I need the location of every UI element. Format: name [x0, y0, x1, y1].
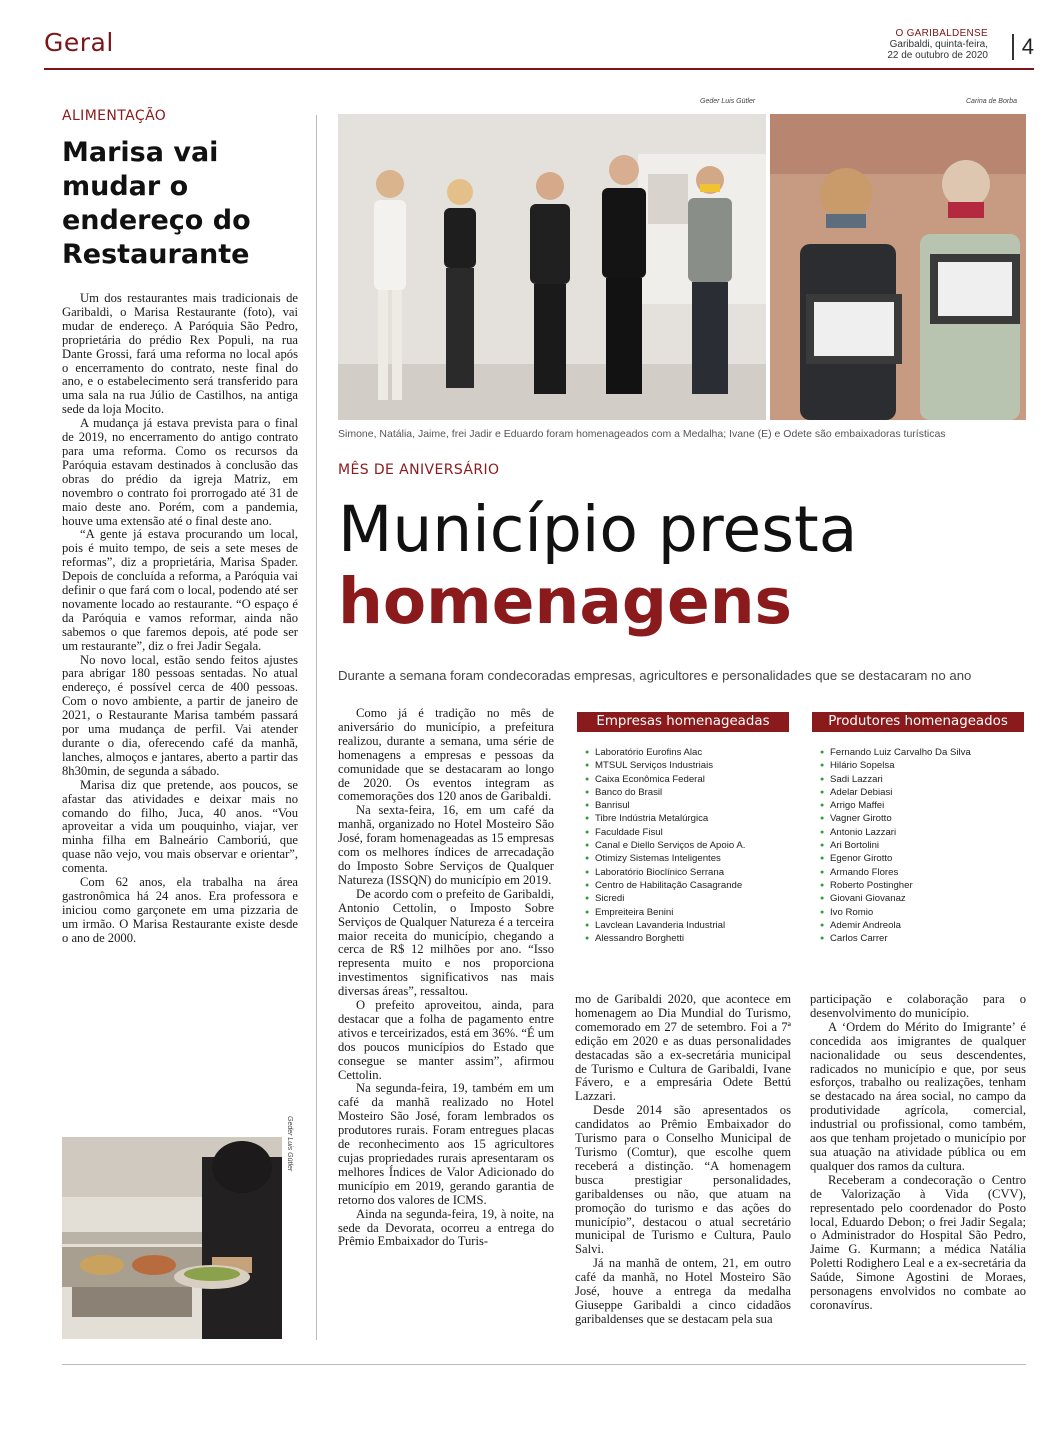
list-item: ● Canal e Diello Serviços de Apoio A. [595, 839, 789, 852]
ambassadors-illustration [770, 114, 1026, 420]
list-item: ● Tibre Indústria Metalúrgica [595, 812, 789, 825]
paragraph: Desde 2014 são apresentados os candidatos ao Prêmio Embaixador do Turismo para o Conselho Municipal de Turismo (Comtur), que escolhe quem receberá a distinção. “A homenagem busca prestigiar personalidades, garibaldenses ou não, que atuam na promoção do turismo e das ações do município”, destacou o atual secretário municipal de Turismo e Cultura, Paulo Salvi. [575, 1103, 791, 1257]
list-item: ● Ari Bortolini [830, 839, 1024, 852]
side-story [62, 108, 298, 946]
paragraph: Marisa diz que pretende, aos poucos, se afastar das atividades e deixar mais no comando do filho, Juca, 40 anos. “Vou aproveitar a vida um pouquinho, viajar, ver minha filha em Balneário Camboriú, que quase não vejo, vou mais observar e orientar”, comenta. [62, 777, 298, 876]
page-header [44, 28, 1034, 74]
side-photo-credit: Geder Luis Gütler [286, 1116, 293, 1172]
produtores-box [812, 712, 1024, 945]
section-name: Geral [44, 28, 114, 57]
paragraph: No novo local, estão sendo feitos ajustes para abrigar 180 pessoas sentadas. No atual endereço, é possível cerca de 400 pessoas. Com o novo ambiente, a partir de janeiro de 2021, o Restaurante Marisa também passará por uma mudança de perfil. Vai atender durante o dia, oferecendo café da manhã, lanches, almoços e jantares, aberto a partir das 8h30min, de segunda a sábado. [62, 652, 298, 778]
paragraph: Na sexta-feira, 16, em um café da manhã, organizado no Hotel Mosteiro São José, foram homenageadas as 15 empresas com os melhores índices de arrecadação do Imposto Sobre Serviços de Qualquer Natureza (ISSQN) do município em 2019. [338, 803, 554, 887]
paragraph: mo de Garibaldi 2020, que acontece em homenagem ao Dia Mundial do Turismo, comemorado em 27 de setembro. Foi a 7ª edição em 2020 e as duas personalidades destacadas são a ex-secretária municipal de Turismo e Cultura de Garibaldi, Ivane Fávero, e a empresária Odete Bettú Lazzari. [575, 992, 791, 1104]
paragraph: Receberam a condecoração o Centro de Valorização à Vida (CVV), representado pelo coordenador do Posto local, Eduardo Debon; o frei Jadir Segala; o Administrador do Hospital São Pedro, Jaime G. Kurmann; a médica Natália Poletti Rodighero Leal e a ex-secretária da Saúde, Simone Agostini de Moraes, personagens envolvidos no combate ao coronavírus. [810, 1172, 1026, 1312]
masthead [887, 28, 988, 61]
main-story-column-2 [575, 993, 791, 1327]
paragraph: Com 62 anos, ela trabalha na área gastronômica há 24 anos. Era professora e iniciou como garçonete em uma pizzaria de um irmão. O Marisa Restaurante existe desde o ano de 2000. [62, 875, 298, 945]
list-item: ● Armando Flores [830, 866, 1024, 879]
list-item: ● Alessandro Borghetti [595, 932, 789, 945]
paragraph: A ‘Ordem do Mérito do Imigrante’ é concedida aos imigrantes de qualquer nacionalidade ou seus descendentes, radicados no município e que, por seus esforços, trabalho ou realizações, tenham se destacado na área social, no campo da produtividade agrícola, comercial, industrial ou profissional, como também, aos que tenham projetado o município por sua atuação na atividade pública ou em qualquer dos ramos da cultura. [810, 1019, 1026, 1173]
list-item: ● Antonio Lazzari [830, 826, 1024, 839]
list-item: ● Laboratório Eurofins Alac [595, 746, 789, 759]
restaurant-photo-illustration [62, 1137, 282, 1339]
side-story-title: Marisa vai mudar o endereço do Restaurante [62, 137, 251, 270]
honorees-group-photo [338, 114, 766, 420]
list-item: ● Empreiteira Benini [595, 906, 789, 919]
page-bottom-rule [62, 1364, 1026, 1365]
main-photo-credit-1: Geder Luis Gütler [700, 98, 756, 105]
list-item: ● Centro de Habilitação Casagrande [595, 879, 789, 892]
paragraph: De acordo com o prefeito de Garibaldi, Antonio Cettolin, o Imposto Sobre Serviços de Qualquer Natureza é a terceira maior receita do município, chegando a cerca de R$ 12 milhões por ano. “Isso representa muito e nos proporciona investimentos significativos nas mais diversas áreas”, ressaltou. [338, 886, 554, 999]
produtores-list [812, 746, 1024, 945]
edition-date-line2: 22 de outubro de 2020 [887, 50, 988, 61]
paragraph: A mudança já estava prevista para o final de 2019, no encerramento do antigo contrato para uma reforma. Como os recursos da Paróquia estavam destinados à conclusão das obras do prédio da igreja Matriz, em novembro o contrato foi prorrogado até 31 de maio deste ano. Porém, com a pandemia, houve uma extensão até o final deste ano. [62, 416, 298, 528]
list-item: ● Lavclean Lavanderia Industrial [595, 919, 789, 932]
list-item: ● Roberto Postingher [830, 879, 1024, 892]
list-item: ● Sadi Lazzari [830, 773, 1024, 786]
paragraph: Ainda na segunda-feira, 19, à noite, na sede da Devorata, ocorreu a entrega do Prêmio Embaixador do Turis- [338, 1206, 554, 1249]
headline-line-2: homenagens [338, 565, 793, 638]
main-story-column-1 [338, 707, 554, 1249]
list-item: ● Caixa Econômica Federal [595, 773, 789, 786]
paragraph: Na segunda-feira, 19, também em um café da manhã realizado no Hotel Mosteiro São José, foram lembrados os produtores rurais. Foram entregues placas de reconhecimento aos 15 agricultores cujas propriedades rurais apresentaram os melhores Índices de Valor Adicionado do município em 2019, gerando garantia de retorno dos valores de ICMS. [338, 1081, 554, 1207]
restaurant-photo [62, 1137, 282, 1339]
honorees-group-illustration [338, 114, 766, 420]
list-item: ● Laboratório Bioclínico Serrana [595, 866, 789, 879]
list-item: ● Adelar Debiasi [830, 786, 1024, 799]
list-item: ● Sicredi [595, 892, 789, 905]
list-item: ● Carlos Carrer [830, 932, 1024, 945]
list-item: ● Vagner Girotto [830, 812, 1024, 825]
list-item: ● Otimizy Sistemas Inteligentes [595, 852, 789, 865]
paragraph: Como já é tradição no mês de aniversário do município, a prefeitura realizou, durante a semana, uma série de homenagens a empresas e pessoas da comunidade que se destacaram ao longo de 2020. Os eventos integram as comemorações dos 120 anos de Garibaldi. [338, 706, 554, 804]
column-divider [316, 115, 317, 1340]
list-item: ● Fernando Luiz Carvalho Da Silva [830, 746, 1024, 759]
list-item: ● Ivo Romio [830, 906, 1024, 919]
list-item: ● Banrisul [595, 799, 789, 812]
side-story-kicker: ALIMENTAÇÃO [62, 108, 167, 124]
list-item: ● Ademir Andreola [830, 919, 1024, 932]
empresas-box [577, 712, 789, 945]
list-item: ● Banco do Brasil [595, 786, 789, 799]
section-rule [44, 68, 1034, 70]
main-story-subtitle: Durante a semana foram condecoradas empresas, agricultores e personalidades que se destacaram no ano [338, 668, 972, 683]
produtores-box-title: Produtores homenageados [812, 712, 1024, 732]
headline-line-1: Município presta [338, 493, 858, 566]
main-story-kicker: MÊS DE ANIVERSÁRIO [338, 462, 500, 478]
paragraph: participação e colaboração para o desenvolvimento do município. [810, 992, 1026, 1020]
page-number: 4 [1012, 34, 1034, 60]
paragraph: Já na manhã de ontem, 21, em outro café da manhã, no Hotel Mosteiro São José, houve a entrega da medalha Giuseppe Garibaldi a cinco cidadãos garibaldenses que se destacam pela sua [575, 1256, 791, 1326]
list-item: ● Giovani Giovanaz [830, 892, 1024, 905]
side-story-body [62, 292, 298, 946]
newspaper-name: O GARIBALDENSE [895, 28, 988, 39]
main-photo-credit-2: Carina de Borba [966, 98, 1017, 105]
paragraph: “A gente já estava procurando um local, pois é muito tempo, de seis a sete meses de reformas”, diz a proprietária, Marisa Spader. Depois de concluída a reforma, a Paróquia vai definir o que fará com o local, podendo até ser novamente locado ao restaurante. “O espaço é da Paróquia e vamos reformar, ainda não sabemos o que faremos depois, até pode ser um restaurante”, diz o frei Jadir Segala. [62, 527, 298, 653]
main-story-column-3 [810, 993, 1026, 1313]
edition-date-line1: Garibaldi, quinta-feira, [889, 39, 988, 50]
list-item: ● Arrigo Maffei [830, 799, 1024, 812]
photo-caption: Simone, Natália, Jaime, frei Jadir e Eduardo foram homenageados com a Medalha; Ivane (E) e Odete são embaixadoras turísticas [338, 428, 946, 440]
list-item: ● Hilário Sopelsa [830, 759, 1024, 772]
list-item: ● MTSUL Serviços Industriais [595, 759, 789, 772]
paragraph: Um dos restaurantes mais tradicionais de Garibaldi, o Marisa Restaurante (foto), vai mudar de endereço. A Paróquia São Pedro, proprietária do prédio Rex Populi, na rua Dante Grossi, fará uma reforma no local após o encerramento do contrato, neste final do ano, e o estabelecimento será transferido para uma sala na rua Júlio de Castilhos, na antiga sede da loja Mocito. [62, 291, 298, 417]
empresas-list [577, 746, 789, 945]
list-item: ● Egenor Girotto [830, 852, 1024, 865]
list-item: ● Faculdade Fisul [595, 826, 789, 839]
empresas-box-title: Empresas homenageadas [577, 712, 789, 732]
ambassadors-photo [770, 114, 1026, 420]
paragraph: O prefeito aproveitou, ainda, para destacar que a folha de pagamento entre ativos e terceirizados, está em 36%. “É um dos poucos municípios do Estado que consegue se manter assim”, afirmou Cettolin. [338, 998, 554, 1082]
